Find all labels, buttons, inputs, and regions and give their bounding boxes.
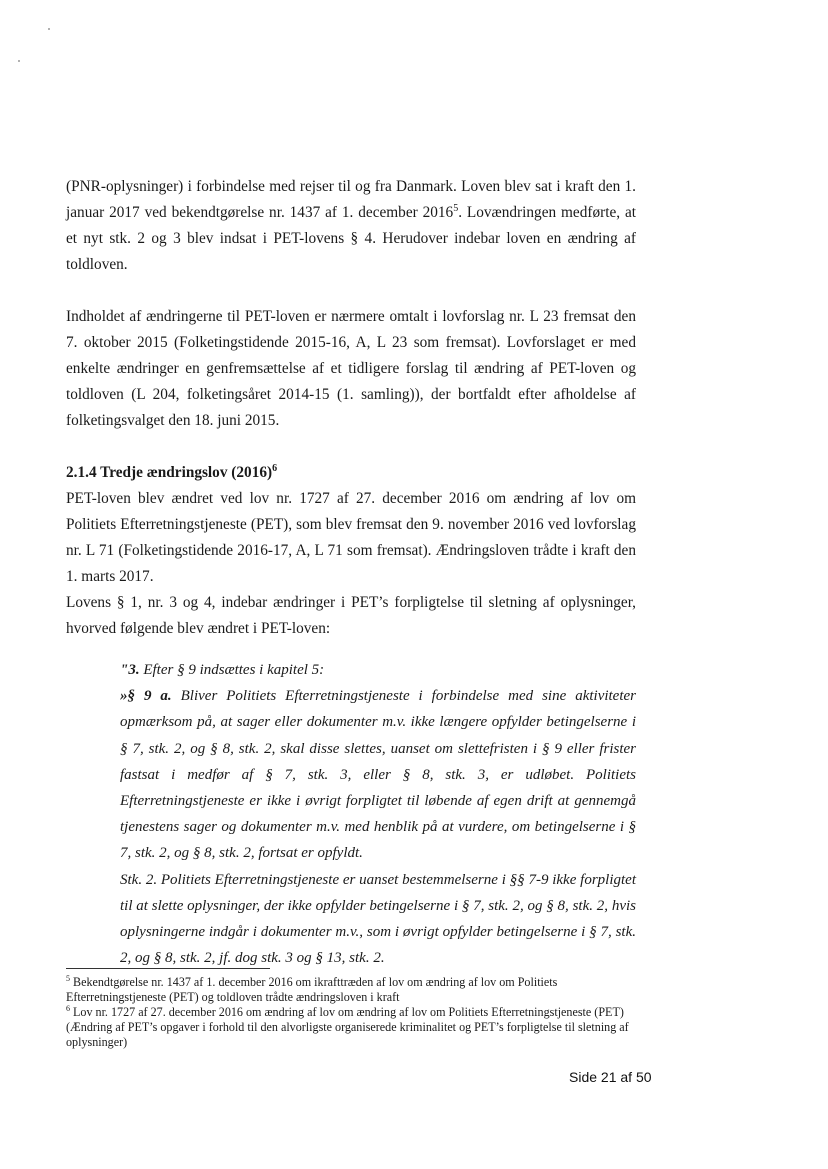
paragraph-spacer (66, 434, 636, 460)
page-body (66, 174, 636, 971)
scan-speck (48, 28, 50, 30)
paragraph-text: (PNR-oplysninger) i forbindelse med rejser til og fra Danmark. Loven blev sat i kraft den 1. januar 2017 ved bekendtgørelse nr. 1437 af 1. december 2016 (66, 178, 636, 221)
quote-text: Efter § 9 indsættes i kapitel 5: (139, 662, 325, 678)
law-quote (120, 657, 636, 971)
section-heading (66, 460, 636, 486)
scan-speck (18, 60, 20, 62)
footnote-5 (66, 975, 636, 1005)
footnote-reference-6[interactable]: 6 (272, 462, 278, 474)
quote-line-intro (120, 657, 636, 683)
page-number: Side 21 af 50 (569, 1069, 652, 1085)
footnote-number: 6 (66, 1003, 70, 1013)
footnote-divider (66, 968, 270, 969)
quote-item-number: "3. (120, 662, 140, 678)
footnote-number: 5 (66, 973, 70, 983)
footnote-reference-5[interactable]: 5 (453, 202, 459, 214)
quote-paragraph-stk2: Stk. 2. Politiets Efterretningstjeneste er uanset bestemmelserne i §§ 7-9 ikke forpligtet til at slette oplysninger, der ikke opfylder betingelserne i § 7, stk. 2, og § 8, stk. 2, hvis oplysningerne indgår i dokumenter m.v., som i øvrigt opfylder betingelserne i § 7, stk. 2, og § 8, stk. 2, jf. dog stk. 3 og § 13, stk. 2. (120, 871, 636, 967)
paragraph-spacer (66, 278, 636, 304)
footnote-text: Lov nr. 1727 af 27. december 2016 om ændring af lov om ændring af lov om Politiets Efterretningstjeneste (PET) (Ændring af PET’s opgaver i forhold til den alvorligste organiserede kriminalitet og PET’s forpligtelse til sletning af oplysninger) (66, 1005, 629, 1049)
paragraph-text: . Lovændringen medførte, at et nyt stk. 2 og 3 blev indsat i PET-lovens § 4. Herudover indebar loven en ændring af toldloven. (66, 204, 636, 273)
paragraph-deletion-obligation: Lovens § 1, nr. 3 og 4, indebar ændringer i PET’s forpligtelse til sletning af oplysninger, hvorved følgende blev ændret i PET-loven: (66, 594, 636, 637)
paragraph-amendments-content: Indholdet af ændringerne til PET-loven er nærmere omtalt i lovforslag nr. L 23 fremsat den 7. oktober 2015 (Folketingstidende 2015-16, A, L 23 som fremsat). Lovforslaget er med enkelte ændringer en genfremsættelse af et tidligere forslag til ændring af PET-loven og toldloven (L 204, folketingsåret 2014-15 (1. samling)), der bortfaldt efter afholdelse af folketingsvalget den 18. juni 2015. (66, 308, 636, 429)
quote-text: Bliver Politiets Efterretningstjeneste i forbindelse med sine aktiviteter opmærksom på, at sager eller dokumenter m.v. ikke længere opfylder betingelserne i § 7, stk. 2, og § 8, stk. 2, skal disse slettes, uanset om slettefristen i § 9 eller frister fastsat i medfør af § 7, stk. 3, eller § 8, stk. 3, er udløbet. Politiets Efterretningstjeneste er ikke i øvrigt forpligtet til løbende af egen drift at gennemgå tjenestens sager og dokumenter m.v. med henblik på at vurdere, om betingelserne i § 7, stk. 2, og § 8, stk. 2, fortsat er opfyldt. (120, 688, 637, 862)
quote-section-label: »§ 9 a. (120, 688, 172, 705)
paragraph-pnr-law (66, 174, 636, 278)
footnote-6 (66, 1005, 636, 1050)
quote-paragraph-9a (120, 683, 636, 866)
footnotes (66, 975, 636, 1050)
section-heading-text: 2.1.4 Tredje ændringslov (2016) (66, 464, 273, 481)
paragraph-third-amendment: PET-loven blev ændret ved lov nr. 1727 af 27. december 2016 om ændring af lov om Politiets Efterretningstjeneste (PET), som blev fremsat den 9. november 2016 ved lovforslag nr. L 71 (Folketingstidende 2016-17, A, L 71 som fremsat). Ændringsloven trådte i kraft den 1. marts 2017. (66, 490, 636, 585)
footnote-text: Bekendtgørelse nr. 1437 af 1. december 2016 om ikrafttræden af lov om ændring af lov om Politiets Efterretningstjeneste (PET) og toldloven trådte ændringsloven i kraft (66, 975, 558, 1004)
